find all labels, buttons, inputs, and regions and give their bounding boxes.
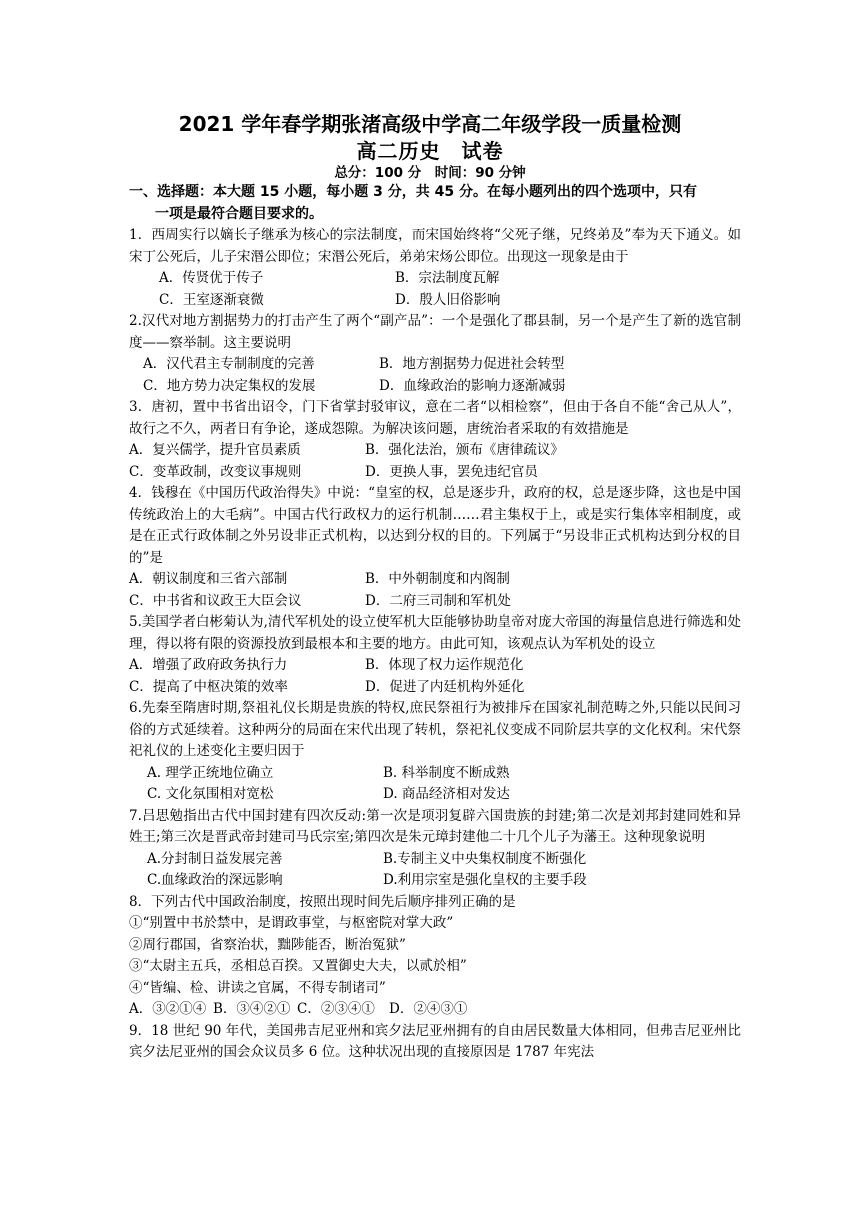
option[interactable]: A．复兴儒学，提升官员素质 [129,442,301,458]
question-3-options [129,440,741,483]
option[interactable]: B．体现了权力运作规范化 [365,657,524,673]
option[interactable]: B．宗法制度瓦解 [395,270,500,286]
question-4-stem: 4．钱穆在《中国历代政治得失》中说：“皇室的权，总是逐步升，政府的权，总是逐步降，这也是中国传统政治上的大毛病”。中国古代行政权力的运行机制……君主集权于上，或是实行集体宰相制度，或是在正式行政体制之外另设非正式机构，以达到分权的目的。下列属于“另设非正式机构达到分权的目的”是 [129,485,741,566]
option[interactable]: D.利用宗室是强化皇权的主要手段 [383,872,587,888]
exam-meta: 总分：100 分 时间：90 分钟 [334,165,526,181]
option[interactable]: D. 商品经济相对发达 [383,786,510,802]
option[interactable]: A．汉代君主专制制度的完善 [143,356,315,372]
option[interactable]: B．强化法治，颁布《唐律疏议》 [365,442,564,458]
option[interactable]: D．更换人事，罢免违纪官员 [365,463,538,480]
option[interactable]: A.分封制日益发展完善 [147,850,283,867]
option[interactable]: C．提高了中枢决策的效率 [129,678,288,695]
option[interactable]: C．②③④① [297,1001,375,1017]
option[interactable]: C. 文化氛围相对宽松 [147,786,274,802]
option[interactable]: A．增强了政府政务执行力 [129,657,288,673]
option[interactable]: B. 科举制度不断成熟 [383,764,510,781]
question-6-options [129,763,741,806]
question-8-options [129,999,741,1021]
option[interactable]: C．王室逐渐衰微 [159,291,264,308]
question-2-options [129,354,741,397]
exam-content [129,182,741,1064]
question-5-options [129,655,741,698]
exam-title: 2021 学年春学期张渚高级中学高二年级学段一质量检测 [178,112,682,136]
question-2-stem: 2.汉代对地方割据势力的打击产生了两个“副产品”：一个是强化了郡县制，另一个是产生了新的选官制度——察举制。这主要说明 [129,313,741,351]
option[interactable]: D．殷人旧俗影响 [395,291,501,308]
section-heading-line-1: 一、选择题：本大题 15 小题，每小题 3 分，共 45 分。在每小题列出的四个选项中，只有 [129,184,697,200]
option[interactable]: A．③②①④ [129,1001,207,1017]
option[interactable]: A. 理学正统地位确立 [147,764,274,781]
section-heading-line-2: 一项是最符合题目要求的。 [155,205,323,222]
question-6-stem: 6.先秦至隋唐时期,祭祖礼仪长期是贵族的特权,庶民祭祖行为被排斥在国家礼制范畴之外,只能以民间习俗的方式延续着。这种两分的局面在宋代出现了转机，祭祀礼仪变成不同阶层共享的文化权利。宋代祭祀礼仪的上述变化主要归因于 [129,700,741,759]
option[interactable]: B．中外朝制度和内阁制 [365,571,510,587]
question-1-stem: 1．西周实行以嫡长子继承为核心的宗法制度，而宋国始终将“父死子继，兄终弟及”奉为天下通义。如宋丁公死后，儿子宋湣公即位；宋湣公死后，弟弟宋炀公即位。出现这一现象是由于 [129,227,741,265]
section-heading [129,182,741,225]
question-9-stem: 9．18 世纪 90 年代，美国弗吉尼亚州和宾夕法尼亚州拥有的自由居民数量大体相同，但弗吉尼亚州比宾夕法尼亚州的国会众议员多 6 位。这种状况出现的直接原因是 1787 年宪法 [129,1022,741,1060]
question-8-item: ①“别置中书於禁中，是谓政事堂，与枢密院对掌大政” [129,915,454,931]
question-5-stem: 5.美国学者白彬菊认为,清代军机处的设立使军机大臣能够协助皇帝对庞大帝国的海量信息进行筛选和处理，得以将有限的资源投放到最根本和主要的地方。由此可知，该观点认为军机处的设立 [129,614,741,652]
option[interactable]: B．③④②① [213,1001,291,1017]
question-8-item: ③“太尉主五兵，丞相总百揆。又置御史大夫，以贰於相” [129,958,467,974]
question-3-stem: 3．唐初，置中书省出诏令，门下省掌封驳审议，意在二者“以相检察”，但由于各自不能“舍己从人”，故行之不久，两者日有争论，遂成怨隙。为解决该问题，唐统治者采取的有效措施是 [129,399,741,437]
question-7-stem: 7.吕思勉指出古代中国封建有四次反动:第一次是项羽复辟六国贵族的封建;第二次是刘邦封建同姓和异姓王;第三次是晋武帝封建司马氏宗室;第四次是朱元璋封建他二十几个儿子为藩王。这种现象说明 [129,807,741,845]
option[interactable]: D．促进了内廷机构外延化 [365,678,525,695]
question-8-stem: 8．下列古代中国政治制度，按照出现时间先后顺序排列正确的是 [129,893,516,910]
option[interactable]: A．传贤优于传子 [159,270,264,286]
option[interactable]: B．地方割据势力促进社会转型 [379,356,565,372]
question-7-options [129,849,741,892]
question-8-item: ④“皆编、检、讲读之官属，不得专制诸司” [129,979,386,996]
option[interactable]: D．②④③① [389,1001,468,1017]
option[interactable]: D．二府三司制和军机处 [365,592,511,609]
option[interactable]: C．变革政制，改变议事规则 [129,463,302,480]
option[interactable]: C．地方势力决定集权的发展 [143,377,316,394]
option[interactable]: C．中书省和议政王大臣会议 [129,592,302,609]
question-1-options [129,268,741,311]
option[interactable]: A．朝议制度和三省六部制 [129,571,288,587]
exam-subtitle: 高二历史 试卷 [356,139,504,163]
option[interactable]: C.血缘政治的深远影响 [147,872,283,888]
option[interactable]: D．血缘政治的影响力逐渐减弱 [379,377,566,394]
question-8-item: ②周行郡国，省察治状，黜陟能否，断治冤狱” [129,936,406,953]
option[interactable]: B.专制主义中央集权制度不断强化 [383,850,587,867]
question-4-options [129,569,741,612]
